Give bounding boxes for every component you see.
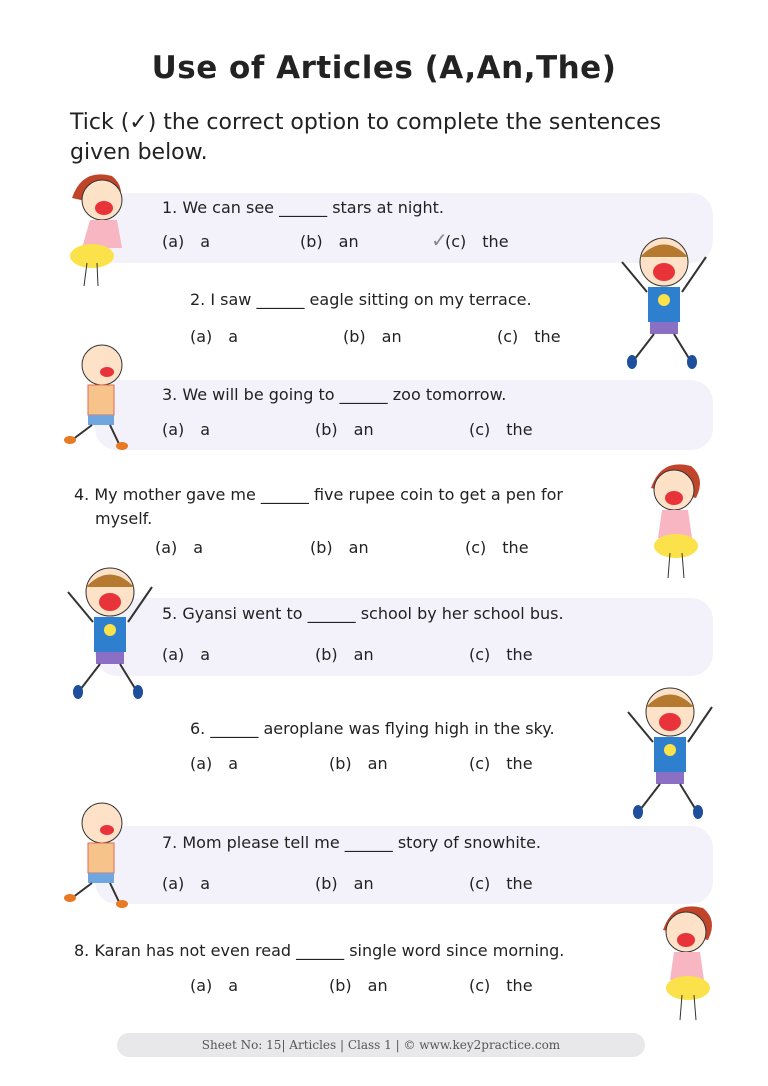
option-label: (a): [190, 327, 213, 346]
option-label: (b): [329, 754, 352, 773]
option-c[interactable]: [445, 232, 509, 251]
option-text: the: [506, 754, 533, 773]
option-label: (b): [315, 420, 338, 439]
option-text: a: [200, 420, 211, 439]
option-label: (a): [162, 420, 185, 439]
question-text: 2. I saw ______ eagle sitting on my terrace.: [190, 290, 532, 309]
question-text: 7. Mom please tell me ______ story of snowhite.: [162, 833, 542, 852]
boy-illustration: [618, 682, 722, 820]
option-b[interactable]: [310, 538, 369, 557]
girl-illustration: [62, 168, 132, 290]
girl-illustration: [636, 458, 710, 582]
option-label: (b): [343, 327, 366, 346]
option-text: a: [228, 754, 239, 773]
option-label: (c): [445, 232, 467, 251]
option-a[interactable]: [162, 645, 210, 664]
option-b[interactable]: [315, 645, 374, 664]
option-label: (c): [469, 420, 491, 439]
page-title: Use of Articles (A,An,The): [151, 50, 617, 86]
option-label: (a): [162, 232, 185, 251]
option-label: (c): [465, 538, 487, 557]
option-label: (a): [162, 874, 185, 893]
option-label: (a): [190, 754, 213, 773]
option-text: an: [367, 754, 388, 773]
option-b[interactable]: [329, 754, 388, 773]
option-label: (c): [469, 976, 491, 995]
option-label: (b): [315, 645, 338, 664]
option-text: the: [506, 645, 533, 664]
option-text: the: [482, 232, 509, 251]
option-a[interactable]: [190, 327, 238, 346]
instruction-text: Tick (: [70, 110, 130, 135]
option-label: (c): [469, 754, 491, 773]
girl-illustration: [648, 900, 722, 1024]
option-b[interactable]: [343, 327, 402, 346]
option-text: an: [381, 327, 402, 346]
option-b[interactable]: [300, 232, 359, 251]
question-text: 3. We will be going to ______ zoo tomorrow.: [162, 385, 507, 404]
option-a[interactable]: [155, 538, 203, 557]
option-c[interactable]: [469, 754, 533, 773]
option-label: (b): [329, 976, 352, 995]
option-b[interactable]: [315, 420, 374, 439]
option-label: (b): [310, 538, 333, 557]
option-a[interactable]: [190, 754, 238, 773]
option-text: an: [353, 874, 374, 893]
option-text: an: [353, 645, 374, 664]
option-c[interactable]: [465, 538, 529, 557]
check-mark-icon: ✓: [431, 228, 448, 252]
option-text: a: [200, 645, 211, 664]
tick-symbol: ✓: [129, 110, 148, 135]
option-label: (a): [155, 538, 178, 557]
option-text: the: [506, 874, 533, 893]
instructions: [70, 108, 690, 168]
option-text: a: [200, 874, 211, 893]
option-label: (b): [315, 874, 338, 893]
option-label: (a): [190, 976, 213, 995]
question-text: 6. ______ aeroplane was flying high in the sky.: [190, 719, 555, 738]
option-label: (c): [469, 645, 491, 664]
option-b[interactable]: [315, 874, 374, 893]
option-a[interactable]: [190, 976, 238, 995]
option-a[interactable]: [162, 420, 210, 439]
option-text: an: [367, 976, 388, 995]
boy-illustration: [612, 232, 716, 370]
option-label: (c): [469, 874, 491, 893]
option-text: an: [348, 538, 369, 557]
question-text: 4. My mother gave me ______ five rupee coin to get a pen for: [74, 485, 563, 504]
option-c[interactable]: [469, 420, 533, 439]
option-label: (c): [497, 327, 519, 346]
option-c[interactable]: [497, 327, 561, 346]
question-text: 5. Gyansi went to ______ school by her school bus.: [162, 604, 564, 623]
question-text: 8. Karan has not even read ______ single word since morning.: [74, 941, 565, 960]
option-text: a: [228, 976, 239, 995]
option-a[interactable]: [162, 232, 210, 251]
option-text: an: [338, 232, 359, 251]
option-text: a: [193, 538, 204, 557]
option-a[interactable]: [162, 874, 210, 893]
option-text: the: [506, 420, 533, 439]
option-c[interactable]: [469, 976, 533, 995]
toddler-illustration: [62, 340, 138, 452]
option-b[interactable]: [329, 976, 388, 995]
option-text: the: [506, 976, 533, 995]
boy-illustration: [58, 562, 162, 700]
instruction-text: ) the correct option to complete the sentences given below.: [70, 110, 662, 165]
option-text: the: [534, 327, 561, 346]
option-text: a: [228, 327, 239, 346]
question-text-continued: myself.: [95, 509, 153, 528]
toddler-illustration: [62, 798, 138, 910]
option-c[interactable]: [469, 645, 533, 664]
option-label: (a): [162, 645, 185, 664]
question-text: 1. We can see ______ stars at night.: [162, 198, 445, 217]
option-c[interactable]: [469, 874, 533, 893]
footer: Sheet No: 15| Articles | Class 1 | © www.key2practice.com: [117, 1033, 645, 1057]
option-label: (b): [300, 232, 323, 251]
option-text: a: [200, 232, 211, 251]
option-text: the: [502, 538, 529, 557]
option-text: an: [353, 420, 374, 439]
